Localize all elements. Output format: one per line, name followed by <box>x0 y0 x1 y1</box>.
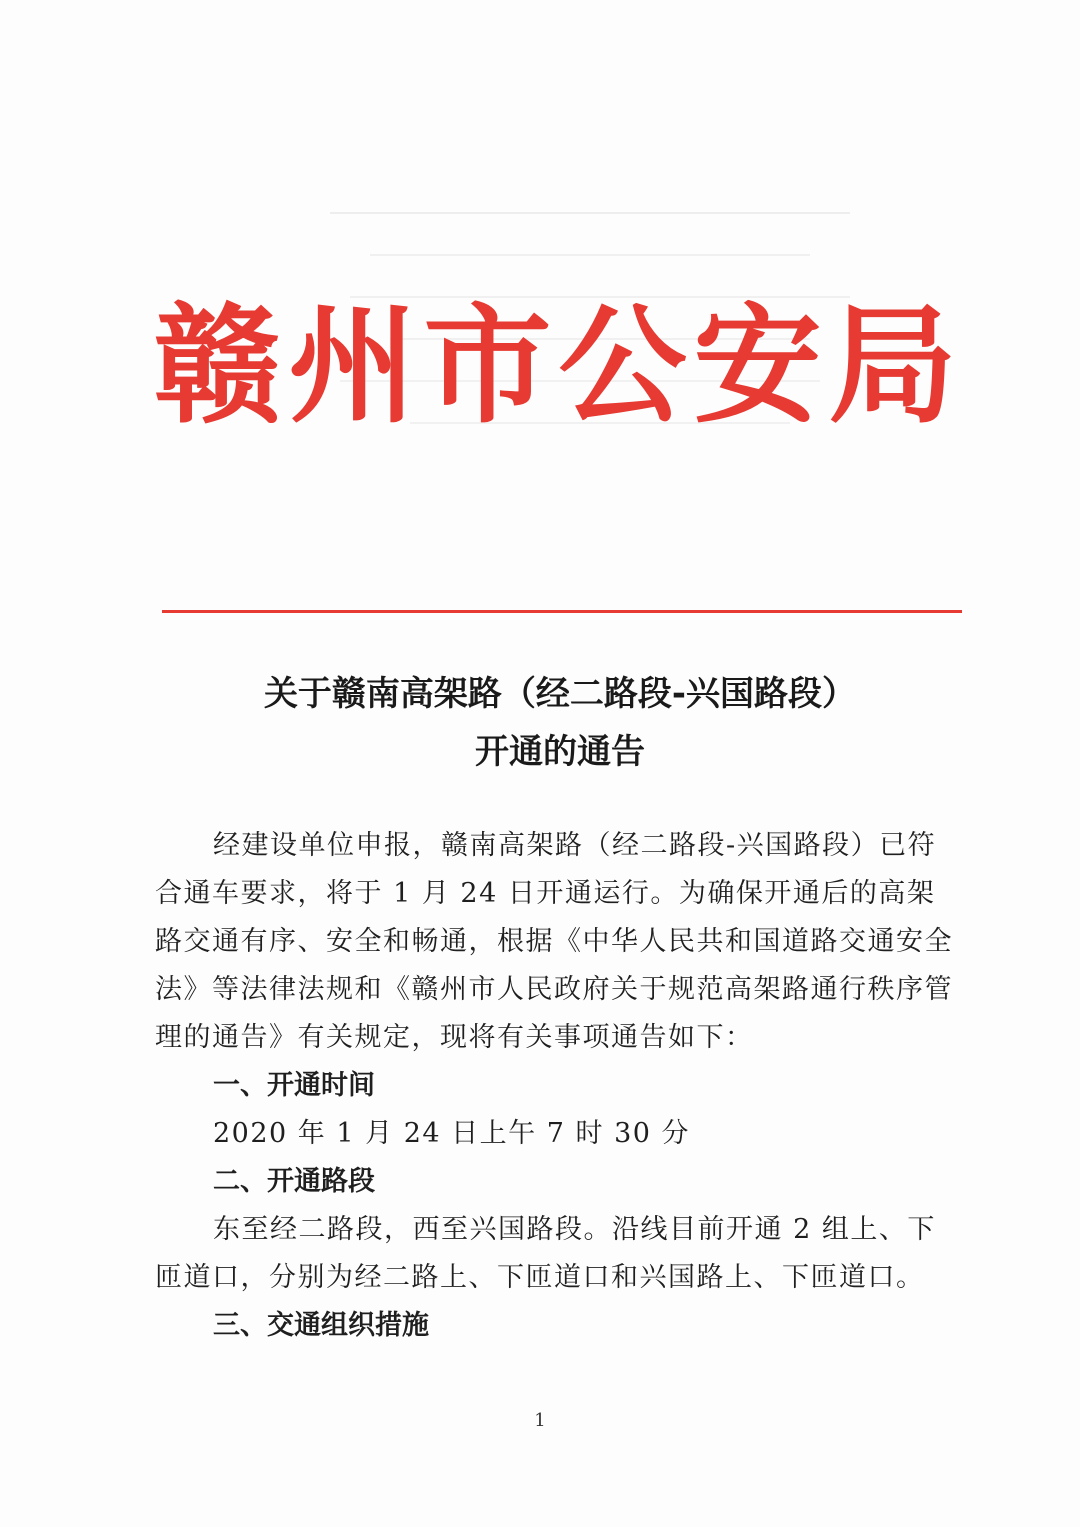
document-body <box>155 822 955 1350</box>
intro-paragraph: 经建设单位申报，赣南高架路（经二路段-兴国路段）已符合通车要求，将于 1 月 24 日开通运行。为确保开通后的高架路交通有序、安全和畅通，根据《中华人民共和国道路交通安全法》等法律法规和《赣州市人民政府关于规范高架路通行秩序管理的通告》有关规定，现将有关事项通告如下： <box>155 830 953 1053</box>
title-line-2: 开通的通告 <box>475 732 645 772</box>
section-heading-3: 三、交通组织措施 <box>213 1310 429 1341</box>
title-line-1: 关于赣南高架路（经二路段-兴国路段） <box>263 674 857 714</box>
masthead-char: 局 <box>828 291 957 441</box>
masthead <box>150 291 960 441</box>
masthead-char: 州 <box>288 291 417 441</box>
masthead-char: 安 <box>693 291 822 441</box>
section-heading-1: 一、开通时间 <box>213 1070 375 1101</box>
page-number: 1 <box>534 1410 546 1431</box>
section-text-1: 2020 年 1 月 24 日上午 7 时 30 分 <box>213 1118 691 1149</box>
masthead-char: 市 <box>423 291 552 441</box>
masthead-char: 公 <box>558 291 687 441</box>
section-text-2: 东至经二路段，西至兴国路段。沿线目前开通 2 组上、下匝道口，分别为经二路上、下匝道口和兴国路上、下匝道口。 <box>155 1214 936 1293</box>
masthead-char: 赣 <box>153 291 282 441</box>
document-title <box>150 665 970 781</box>
red-divider <box>162 610 962 613</box>
section-heading-2: 二、开通路段 <box>213 1166 375 1197</box>
